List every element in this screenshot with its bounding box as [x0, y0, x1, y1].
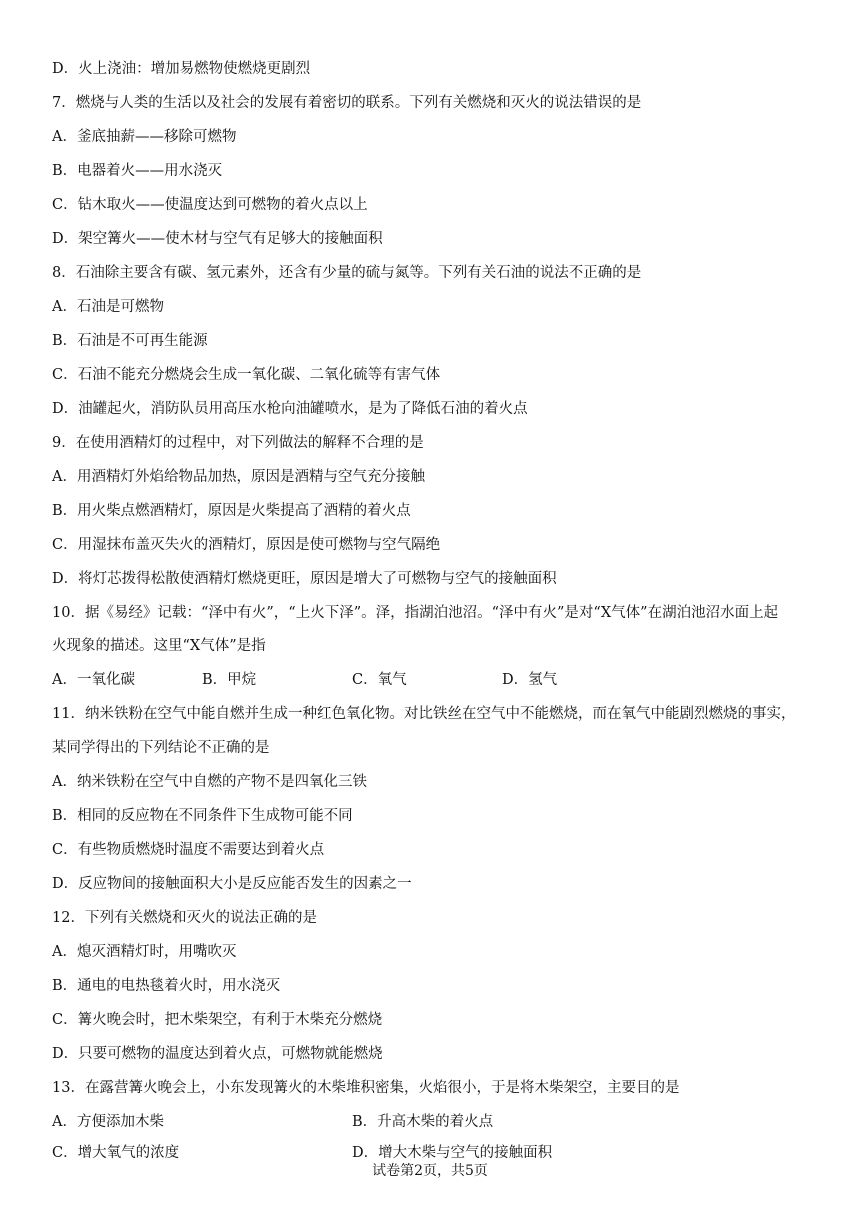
q9-stem: 9．在使用酒精灯的过程中，对下列做法的解释不合理的是	[52, 435, 424, 451]
q12-option-b: B．通电的电热毯着火时，用水浇灭	[52, 978, 281, 994]
q8-option-b: B．石油是不可再生能源	[52, 333, 208, 349]
q10-stem-cont: 火现象的描述。这里“X气体”是指	[52, 638, 266, 654]
q10-option-c: C．氧气	[352, 672, 407, 688]
q11-option-c: C．有些物质燃烧时温度不需要达到着火点	[52, 842, 325, 858]
q9-option-a: A．用酒精灯外焰给物品加热，原因是酒精与空气充分接触	[52, 469, 425, 485]
q8-option-d: D．油罐起火，消防队员用高压水枪向油罐喷水，是为了降低石油的着火点	[52, 401, 528, 417]
q13-options-row1	[52, 1111, 822, 1133]
q12-stem: 12．下列有关燃烧和灭火的说法正确的是	[52, 910, 317, 926]
q13-option-a: A．方便添加木柴	[52, 1114, 164, 1130]
q7-stem: 7．燃烧与人类的生活以及社会的发展有着密切的联系。下列有关燃烧和灭火的说法错误的是	[52, 95, 642, 111]
q12-option-d: D．只要可燃物的温度达到着火点，可燃物就能燃烧	[52, 1046, 383, 1062]
q10-option-b: B．甲烷	[202, 672, 257, 688]
q12-option-c: C．篝火晚会时，把木柴架空，有利于木柴充分燃烧	[52, 1012, 383, 1028]
q11-stem: 11．纳米铁粉在空气中能自燃并生成一种红色氧化物。对比铁丝在空气中不能燃烧，而在氧气中能剧烈燃烧的事实，	[52, 706, 796, 722]
q13-option-d: D．增大木柴与空气的接触面积	[352, 1145, 553, 1161]
q8-option-c: C．石油不能充分燃烧会生成一氧化碳、二氧化硫等有害气体	[52, 367, 441, 383]
q11-option-d: D．反应物间的接触面积大小是反应能否发生的因素之一	[52, 876, 412, 892]
q6-option-d: D．火上浇油：增加易燃物使燃烧更剧烈	[52, 61, 311, 77]
q8-stem: 8．石油除主要含有碳、氢元素外，还含有少量的硫与氮等。下列有关石油的说法不正确的是	[52, 265, 642, 281]
q7-option-d: D．架空篝火——使木材与空气有足够大的接触面积	[52, 231, 383, 247]
q13-stem: 13．在露营篝火晚会上，小东发现篝火的木柴堆积密集，火焰很小，于是将木柴架空，主要目的是	[52, 1080, 680, 1096]
q10-options	[52, 669, 822, 691]
q11-option-b: B．相同的反应物在不同条件下生成物可能不同	[52, 808, 353, 824]
q9-option-d: D．将灯芯拨得松散使酒精灯燃烧更旺，原因是增大了可燃物与空气的接触面积	[52, 571, 557, 587]
q7-option-b: B．电器着火——用水浇灭	[52, 163, 223, 179]
q10-option-d: D．氢气	[502, 672, 558, 688]
page-footer: 试卷第2页，共5页	[372, 1163, 488, 1179]
q10-option-a: A．一氧化碳	[52, 672, 135, 688]
q10-stem: 10．据《易经》记载：“泽中有火”，“上火下泽”。泽，指湖泊池沼。“泽中有火”是对“X气体”在湖泊池沼水面上起	[52, 605, 779, 621]
q13-option-c: C．增大氧气的浓度	[52, 1145, 180, 1161]
q13-option-b: B．升高木柴的着火点	[352, 1114, 494, 1130]
q8-option-a: A．石油是可燃物	[52, 299, 164, 315]
q11-stem-cont: 某同学得出的下列结论不正确的是	[52, 740, 270, 756]
q12-option-a: A．熄灭酒精灯时，用嘴吹灭	[52, 944, 237, 960]
q9-option-c: C．用湿抹布盖灭失火的酒精灯，原因是使可燃物与空气隔绝	[52, 537, 441, 553]
q11-option-a: A．纳米铁粉在空气中自燃的产物不是四氧化三铁	[52, 774, 367, 790]
q7-option-c: C．钻木取火——使温度达到可燃物的着火点以上	[52, 197, 368, 213]
q9-option-b: B．用火柴点燃酒精灯，原因是火柴提高了酒精的着火点	[52, 503, 411, 519]
q7-option-a: A．釜底抽薪——移除可燃物	[52, 129, 237, 145]
